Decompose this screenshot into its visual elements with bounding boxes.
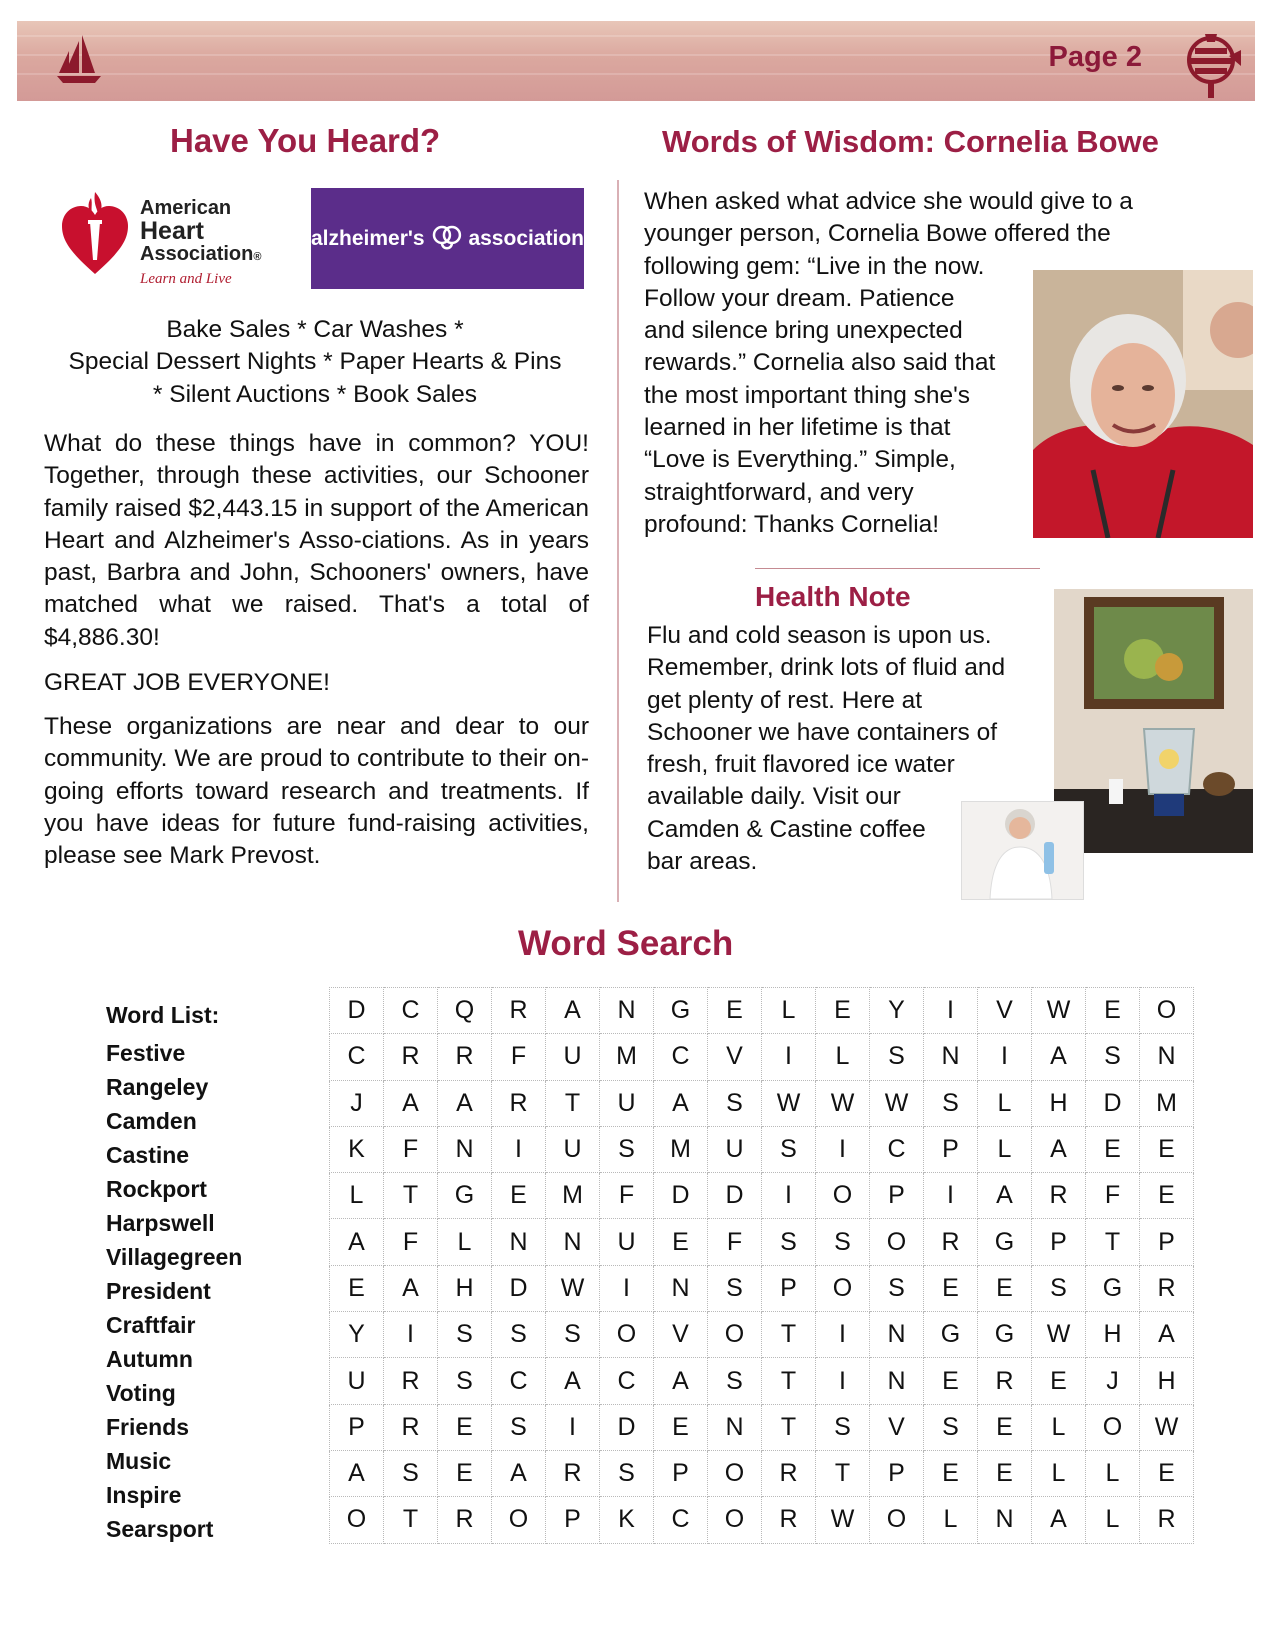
grid-cell: N bbox=[870, 1312, 924, 1358]
great-job-text: GREAT JOB EVERYONE! bbox=[44, 669, 330, 696]
grid-cell: S bbox=[384, 1450, 438, 1496]
aha-logo bbox=[60, 190, 280, 292]
wisdom-line: Follow your dream. Patience bbox=[644, 284, 955, 312]
wisdom-line: “Love is Everything.” Simple, bbox=[644, 446, 956, 474]
wisdom-line: younger person, Cornelia Bowe offered the bbox=[644, 220, 1111, 248]
grid-cell: E bbox=[816, 988, 870, 1034]
grid-cell: L bbox=[816, 1034, 870, 1080]
grid-cell: P bbox=[762, 1265, 816, 1311]
grid-cell: E bbox=[330, 1265, 384, 1311]
grid-cell: R bbox=[438, 1034, 492, 1080]
grid-cell: D bbox=[708, 1173, 762, 1219]
heart-torch-icon bbox=[60, 190, 130, 280]
grid-cell: U bbox=[546, 1034, 600, 1080]
grid-cell: L bbox=[1086, 1497, 1140, 1543]
grid-cell: S bbox=[762, 1219, 816, 1265]
grid-cell: R bbox=[438, 1497, 492, 1543]
wisdom-line: following gem: “Live in the now. bbox=[644, 252, 985, 280]
grid-cell: N bbox=[978, 1497, 1032, 1543]
grid-row bbox=[330, 1404, 1194, 1450]
word-list-item: Harpswell bbox=[106, 1210, 215, 1236]
grid-cell: W bbox=[816, 1080, 870, 1126]
grid-cell: N bbox=[870, 1358, 924, 1404]
grid-cell: P bbox=[870, 1450, 924, 1496]
grid-cell: H bbox=[438, 1265, 492, 1311]
word-list-item: Searsport bbox=[106, 1516, 214, 1542]
grid-cell: J bbox=[330, 1080, 384, 1126]
grid-cell: C bbox=[654, 1497, 708, 1543]
grid-cell: F bbox=[600, 1173, 654, 1219]
grid-cell: A bbox=[1032, 1034, 1086, 1080]
grid-cell: T bbox=[762, 1312, 816, 1358]
grid-cell: U bbox=[600, 1080, 654, 1126]
grid-cell: I bbox=[600, 1265, 654, 1311]
grid-cell: R bbox=[546, 1450, 600, 1496]
grid-cell: P bbox=[1032, 1219, 1086, 1265]
grid-cell: P bbox=[1140, 1219, 1194, 1265]
alz-logo-left: alzheimer's bbox=[311, 226, 425, 250]
grid-cell: F bbox=[384, 1126, 438, 1172]
word-list-item: Voting bbox=[106, 1380, 176, 1406]
grid-cell: G bbox=[978, 1312, 1032, 1358]
grid-cell: I bbox=[816, 1358, 870, 1404]
grid-cell: L bbox=[1032, 1450, 1086, 1496]
sailboat-icon bbox=[55, 33, 105, 87]
grid-cell: C bbox=[330, 1034, 384, 1080]
grid-cell: S bbox=[438, 1312, 492, 1358]
grid-cell: R bbox=[384, 1034, 438, 1080]
grid-cell: I bbox=[924, 988, 978, 1034]
grid-cell: G bbox=[1086, 1265, 1140, 1311]
grid-cell: S bbox=[546, 1312, 600, 1358]
health-line: Schooner we have containers of bbox=[647, 718, 998, 746]
grid-cell: O bbox=[870, 1219, 924, 1265]
grid-cell: O bbox=[1140, 988, 1194, 1034]
grid-cell: O bbox=[708, 1450, 762, 1496]
grid-cell: E bbox=[1140, 1126, 1194, 1172]
grid-cell: E bbox=[1140, 1173, 1194, 1219]
events-line: Bake Sales * Car Washes * bbox=[166, 316, 464, 343]
word-list-item: Inspire bbox=[106, 1482, 182, 1508]
grid-row bbox=[330, 1034, 1194, 1080]
grid-cell: T bbox=[546, 1080, 600, 1126]
grid-cell: I bbox=[762, 1034, 816, 1080]
grid-cell: E bbox=[924, 1265, 978, 1311]
health-line: available daily. Visit our bbox=[647, 783, 901, 811]
grid-cell: C bbox=[492, 1358, 546, 1404]
health-line: Remember, drink lots of fluid and bbox=[647, 654, 1006, 682]
grid-cell: L bbox=[924, 1497, 978, 1543]
grid-cell: E bbox=[1086, 988, 1140, 1034]
grid-cell: R bbox=[384, 1404, 438, 1450]
grid-cell: L bbox=[1032, 1404, 1086, 1450]
health-line: Flu and cold season is upon us. bbox=[647, 622, 992, 649]
grid-cell: L bbox=[762, 988, 816, 1034]
grid-cell: S bbox=[1032, 1265, 1086, 1311]
grid-cell: O bbox=[816, 1265, 870, 1311]
grid-cell: V bbox=[870, 1404, 924, 1450]
grid-cell: L bbox=[1086, 1450, 1140, 1496]
cornelia-photo bbox=[1033, 270, 1253, 538]
aha-logo-line1: American bbox=[140, 197, 232, 219]
grid-cell: O bbox=[870, 1497, 924, 1543]
grid-cell: S bbox=[438, 1358, 492, 1404]
page-number: Page 2 bbox=[1048, 41, 1142, 73]
grid-cell: E bbox=[924, 1358, 978, 1404]
grid-cell: D bbox=[654, 1173, 708, 1219]
grid-cell: S bbox=[492, 1404, 546, 1450]
grid-cell: D bbox=[600, 1404, 654, 1450]
grid-cell: P bbox=[870, 1173, 924, 1219]
wisdom-line: learned in her lifetime is that bbox=[644, 414, 951, 442]
grid-cell: N bbox=[492, 1219, 546, 1265]
grid-cell: E bbox=[438, 1404, 492, 1450]
grid-cell: H bbox=[1086, 1312, 1140, 1358]
grid-cell: R bbox=[978, 1358, 1032, 1404]
grid-cell: O bbox=[492, 1497, 546, 1543]
grid-cell: L bbox=[438, 1219, 492, 1265]
grid-cell: V bbox=[978, 988, 1032, 1034]
grid-row bbox=[330, 1450, 1194, 1496]
woman-water-photo bbox=[961, 801, 1084, 900]
grid-cell: P bbox=[330, 1404, 384, 1450]
grid-cell: R bbox=[492, 1080, 546, 1126]
grid-cell: S bbox=[708, 1358, 762, 1404]
aha-logo-line2: Heart bbox=[140, 217, 204, 245]
grid-cell: S bbox=[492, 1312, 546, 1358]
grid-cell: L bbox=[330, 1173, 384, 1219]
word-list-item: Castine bbox=[106, 1142, 190, 1168]
grid-cell: A bbox=[654, 1358, 708, 1404]
grid-row bbox=[330, 1173, 1194, 1219]
grid-cell: R bbox=[492, 988, 546, 1034]
grid-cell: N bbox=[654, 1265, 708, 1311]
word-list bbox=[106, 994, 242, 1546]
alz-logo-right: association bbox=[468, 226, 584, 250]
grid-cell: O bbox=[708, 1497, 762, 1543]
alzheimers-logo bbox=[311, 188, 584, 289]
grid-cell: Y bbox=[870, 988, 924, 1034]
grid-cell: R bbox=[762, 1497, 816, 1543]
grid-cell: F bbox=[1086, 1173, 1140, 1219]
grid-row bbox=[330, 1358, 1194, 1404]
grid-cell: S bbox=[924, 1080, 978, 1126]
grid-cell: W bbox=[1032, 988, 1086, 1034]
grid-cell: I bbox=[384, 1312, 438, 1358]
grid-cell: T bbox=[762, 1404, 816, 1450]
grid-cell: A bbox=[546, 1358, 600, 1404]
grid-cell: R bbox=[384, 1358, 438, 1404]
grid-cell: A bbox=[330, 1450, 384, 1496]
events-list bbox=[40, 314, 590, 411]
aha-logo-registered: ® bbox=[253, 251, 262, 263]
organizations-paragraph: These organizations are near and dear to our community. We are proud to contribute to their on-going efforts toward research and treatments. If you have ideas for future fund-raising activities, please see Mark Prevost. bbox=[44, 713, 589, 870]
grid-cell: S bbox=[600, 1126, 654, 1172]
grid-cell: I bbox=[816, 1312, 870, 1358]
health-note-title: Health Note bbox=[755, 581, 911, 612]
word-list-item: Autumn bbox=[106, 1346, 193, 1372]
grid-cell: T bbox=[384, 1173, 438, 1219]
grid-cell: R bbox=[762, 1450, 816, 1496]
grid-cell: W bbox=[546, 1265, 600, 1311]
health-line: Camden & Castine coffee bbox=[647, 815, 926, 843]
grid-cell: E bbox=[978, 1404, 1032, 1450]
grid-cell: C bbox=[654, 1034, 708, 1080]
word-list-item: Craftfair bbox=[106, 1312, 196, 1338]
grid-cell: T bbox=[762, 1358, 816, 1404]
grid-cell: S bbox=[816, 1404, 870, 1450]
grid-cell: U bbox=[600, 1219, 654, 1265]
grid-cell: S bbox=[870, 1265, 924, 1311]
grid-cell: M bbox=[600, 1034, 654, 1080]
word-list-item: Festive bbox=[106, 1040, 186, 1066]
grid-cell: F bbox=[708, 1219, 762, 1265]
grid-cell: Q bbox=[438, 988, 492, 1034]
grid-cell: I bbox=[546, 1404, 600, 1450]
grid-cell: E bbox=[654, 1219, 708, 1265]
grid-cell: V bbox=[654, 1312, 708, 1358]
grid-row bbox=[330, 1265, 1194, 1311]
grid-cell: S bbox=[600, 1450, 654, 1496]
grid-cell: A bbox=[492, 1450, 546, 1496]
grid-cell: T bbox=[1086, 1219, 1140, 1265]
lighthouse-icon bbox=[1183, 30, 1243, 100]
grid-cell: H bbox=[1140, 1358, 1194, 1404]
grid-cell: K bbox=[600, 1497, 654, 1543]
word-list-item: President bbox=[106, 1278, 211, 1304]
grid-cell: S bbox=[870, 1034, 924, 1080]
health-line: bar areas. bbox=[647, 848, 758, 876]
grid-cell: A bbox=[978, 1173, 1032, 1219]
grid-cell: E bbox=[1140, 1450, 1194, 1496]
grid-cell: C bbox=[384, 988, 438, 1034]
grid-cell: A bbox=[330, 1219, 384, 1265]
grid-cell: M bbox=[546, 1173, 600, 1219]
word-list-item: Camden bbox=[106, 1108, 197, 1134]
grid-cell: F bbox=[492, 1034, 546, 1080]
grid-cell: I bbox=[816, 1126, 870, 1172]
grid-cell: L bbox=[978, 1126, 1032, 1172]
grid-cell: J bbox=[1086, 1358, 1140, 1404]
grid-cell: R bbox=[924, 1219, 978, 1265]
grid-cell: S bbox=[762, 1126, 816, 1172]
grid-cell: A bbox=[546, 988, 600, 1034]
grid-cell: E bbox=[1086, 1126, 1140, 1172]
purple-knot-icon bbox=[431, 224, 463, 254]
word-search-title: Word Search bbox=[518, 924, 734, 963]
grid-cell: A bbox=[438, 1080, 492, 1126]
grid-cell: O bbox=[1086, 1404, 1140, 1450]
grid-cell: P bbox=[546, 1497, 600, 1543]
grid-row bbox=[330, 1497, 1194, 1543]
grid-cell: G bbox=[438, 1173, 492, 1219]
word-list-title: Word List: bbox=[106, 1002, 220, 1028]
grid-row bbox=[330, 988, 1194, 1034]
grid-cell: S bbox=[816, 1219, 870, 1265]
word-list-item: Music bbox=[106, 1448, 172, 1474]
grid-cell: N bbox=[546, 1219, 600, 1265]
grid-cell: A bbox=[1032, 1497, 1086, 1543]
grid-cell: A bbox=[384, 1265, 438, 1311]
grid-cell: R bbox=[1032, 1173, 1086, 1219]
grid-cell: G bbox=[978, 1219, 1032, 1265]
grid-cell: I bbox=[762, 1173, 816, 1219]
grid-cell: T bbox=[816, 1450, 870, 1496]
grid-cell: O bbox=[600, 1312, 654, 1358]
grid-cell: U bbox=[546, 1126, 600, 1172]
grid-cell: K bbox=[330, 1126, 384, 1172]
grid-cell: O bbox=[816, 1173, 870, 1219]
cornelia-portrait-image bbox=[1033, 270, 1253, 538]
word-list-item: Rangeley bbox=[106, 1074, 209, 1100]
aha-logo-tagline: Learn and Live bbox=[140, 271, 232, 287]
grid-cell: A bbox=[384, 1080, 438, 1126]
grid-cell: P bbox=[654, 1450, 708, 1496]
grid-cell: R bbox=[1140, 1265, 1194, 1311]
grid-cell: F bbox=[384, 1219, 438, 1265]
grid-cell: N bbox=[600, 988, 654, 1034]
words-of-wisdom-title: Words of Wisdom: Cornelia Bowe bbox=[662, 124, 1159, 159]
grid-cell: G bbox=[654, 988, 708, 1034]
grid-cell: E bbox=[924, 1450, 978, 1496]
grid-cell: O bbox=[330, 1497, 384, 1543]
grid-cell: R bbox=[1140, 1497, 1194, 1543]
grid-cell: W bbox=[1032, 1312, 1086, 1358]
wisdom-line: When asked what advice she would give to a bbox=[644, 188, 1133, 215]
header-banner bbox=[17, 21, 1255, 101]
wisdom-line: straightforward, and very bbox=[644, 478, 914, 506]
grid-cell: E bbox=[978, 1265, 1032, 1311]
grid-cell: C bbox=[600, 1358, 654, 1404]
grid-cell: I bbox=[492, 1126, 546, 1172]
health-line: get plenty of rest. Here at bbox=[647, 686, 923, 714]
grid-cell: I bbox=[924, 1173, 978, 1219]
grid-cell: W bbox=[816, 1497, 870, 1543]
grid-cell: E bbox=[492, 1173, 546, 1219]
grid-cell: A bbox=[654, 1080, 708, 1126]
events-line: Special Dessert Nights * Paper Hearts & Pins bbox=[68, 348, 562, 376]
grid-cell: V bbox=[708, 1034, 762, 1080]
grid-cell: N bbox=[1140, 1034, 1194, 1080]
wisdom-line: profound: Thanks Cornelia! bbox=[644, 510, 940, 538]
grid-cell: E bbox=[978, 1450, 1032, 1496]
woman-with-water-image bbox=[962, 802, 1083, 899]
grid-cell: N bbox=[924, 1034, 978, 1080]
aha-logo-line3: Association bbox=[140, 243, 254, 265]
grid-cell: U bbox=[330, 1358, 384, 1404]
grid-cell: L bbox=[978, 1080, 1032, 1126]
grid-cell: D bbox=[492, 1265, 546, 1311]
grid-cell: D bbox=[330, 988, 384, 1034]
grid-cell: S bbox=[1086, 1034, 1140, 1080]
have-you-heard-title: Have You Heard? bbox=[170, 122, 441, 159]
grid-row bbox=[330, 1126, 1194, 1172]
grid-row bbox=[330, 1080, 1194, 1126]
wisdom-line: the most important thing she's bbox=[644, 381, 971, 409]
grid-cell: W bbox=[1140, 1404, 1194, 1450]
grid-cell: N bbox=[438, 1126, 492, 1172]
grid-cell: U bbox=[708, 1126, 762, 1172]
grid-row bbox=[330, 1219, 1194, 1265]
grid-cell: E bbox=[708, 988, 762, 1034]
grid-cell: W bbox=[762, 1080, 816, 1126]
health-line: fresh, fruit flavored ice water bbox=[647, 751, 955, 779]
word-list-item: Villagegreen bbox=[106, 1244, 243, 1270]
fundraising-paragraph: What do these things have in common? YOU! Together, through these activities, our Schooner family raised $2,443.15 in support of the American Heart and Alzheimer's Asso-ciations. As in years past, Barbra and John, Schooners' owners, have matched what we raised. That's a total of $4,886.30! bbox=[44, 430, 589, 651]
grid-cell: N bbox=[708, 1404, 762, 1450]
grid-cell: A bbox=[1140, 1312, 1194, 1358]
grid-cell: Y bbox=[330, 1312, 384, 1358]
grid-cell: W bbox=[870, 1080, 924, 1126]
grid-cell: T bbox=[384, 1497, 438, 1543]
grid-cell: S bbox=[924, 1404, 978, 1450]
word-list-item: Friends bbox=[106, 1414, 190, 1440]
grid-cell: E bbox=[438, 1450, 492, 1496]
grid-cell: D bbox=[1086, 1080, 1140, 1126]
grid-cell: P bbox=[924, 1126, 978, 1172]
wisdom-line: and silence bring unexpected bbox=[644, 317, 963, 345]
wisdom-line: rewards.” Cornelia also said that bbox=[644, 349, 996, 377]
grid-row bbox=[330, 1312, 1194, 1358]
word-list-item: Rockport bbox=[106, 1176, 207, 1202]
grid-cell: A bbox=[1032, 1126, 1086, 1172]
grid-cell: C bbox=[870, 1126, 924, 1172]
grid-cell: G bbox=[924, 1312, 978, 1358]
word-search-grid bbox=[329, 987, 1194, 1544]
grid-cell: I bbox=[978, 1034, 1032, 1080]
grid-cell: S bbox=[708, 1265, 762, 1311]
events-line: * Silent Auctions * Book Sales bbox=[152, 380, 478, 408]
section-rule bbox=[755, 568, 1040, 569]
grid-cell: E bbox=[654, 1404, 708, 1450]
grid-cell: E bbox=[1032, 1358, 1086, 1404]
grid-cell: M bbox=[654, 1126, 708, 1172]
column-divider bbox=[617, 180, 619, 902]
grid-cell: S bbox=[708, 1080, 762, 1126]
grid-cell: H bbox=[1032, 1080, 1086, 1126]
grid-cell: O bbox=[708, 1312, 762, 1358]
grid-cell: M bbox=[1140, 1080, 1194, 1126]
